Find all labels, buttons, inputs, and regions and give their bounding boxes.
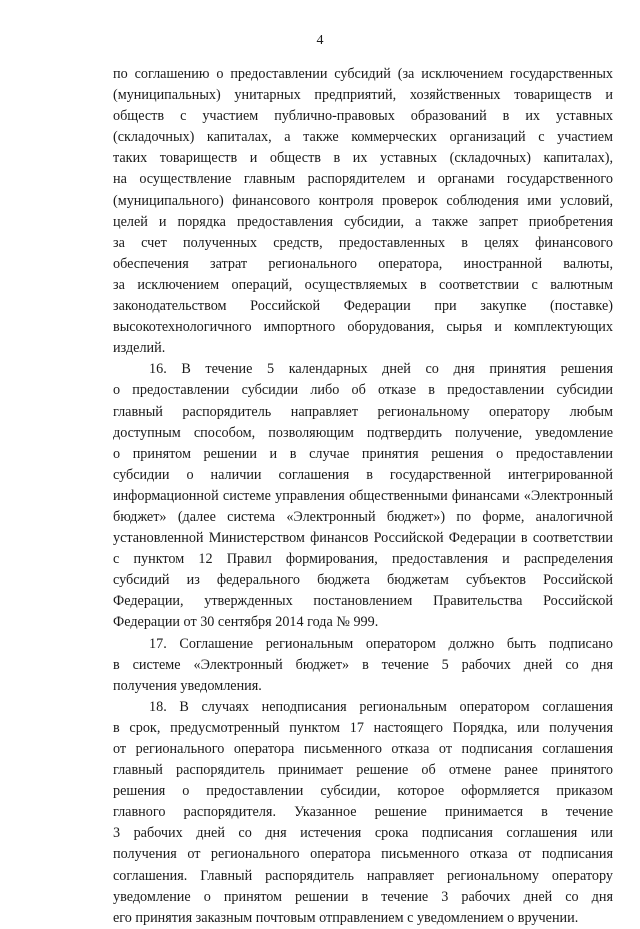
- text-line: установленной Министерством финансов Российской Федерации в соответствии: [113, 530, 613, 547]
- paragraph-item-18: [113, 697, 613, 929]
- text-line: высокотехнологичного импортного оборудования, сырья и комплектующих: [113, 319, 613, 336]
- text-line: Федерации, утвержденных постановлением Правительства Российской: [113, 593, 613, 610]
- text-line: с пунктом 12 Правил формирования, предоставления и распределения: [113, 551, 613, 568]
- text-line: обществ с участием публично-правовых образований в их уставных: [113, 108, 613, 125]
- text-line: (муниципального) финансового контроля проверок соблюдения ими условий,: [113, 192, 613, 209]
- text-line: за счет полученных средств, предоставленных в целях финансового: [113, 234, 613, 251]
- text-line: получения от регионального оператора письменного отказа от подписания: [113, 846, 613, 863]
- text-line: от регионального оператора письменного отказа от подписания соглашения: [113, 741, 613, 757]
- text-line: соглашения. Главный распорядитель направляет региональному оператору: [113, 867, 613, 884]
- text-line: о принятом решении и в случае принятия решения о предоставлении: [113, 445, 613, 462]
- text-line: главного распорядителя. Указанное решение принимается в течение: [113, 804, 613, 821]
- page-number: 4: [316, 33, 324, 48]
- paragraph-continuation: [113, 64, 613, 359]
- text-line: информационной системе управления общественными финансами «Электронный: [113, 487, 613, 504]
- text-line: обеспечения затрат регионального оператора, иностранной валюты,: [113, 255, 613, 272]
- text-line: законодательством Российской Федерации при закупке (поставке): [113, 298, 613, 315]
- text-line: о предоставлении субсидии либо об отказе в предоставлении субсидии: [113, 382, 613, 399]
- text-line: целей и порядка предоставления субсидии, а также запрет приобретения: [113, 213, 613, 230]
- text-line: в срок, предусмотренный пунктом 17 настоящего Порядка, или получения: [113, 719, 613, 736]
- text-line: бюджет» (далее система «Электронный бюджет») по форме, аналогичной: [113, 508, 613, 525]
- text-line: на осуществление главным распорядителем и органами государственного: [113, 171, 613, 188]
- text-line: Федерации от 30 сентября 2014 года № 999.: [113, 614, 379, 631]
- paragraph-item-17: [113, 634, 613, 697]
- text-line: его принятия заказным почтовым отправлением с уведомлением о вручении.: [113, 909, 579, 926]
- text-line: 17. Соглашение региональным оператором должно быть подписано: [149, 635, 613, 652]
- document-body: [113, 64, 613, 929]
- text-line: субсидий из федерального бюджета бюджетам субъектов Российской: [113, 572, 613, 589]
- text-line: главный распорядитель принимает решение об отмене ранее принятого: [113, 762, 613, 779]
- text-line: за исключением операций, осуществляемых в соответствии с валютным: [113, 276, 613, 293]
- text-line: решения о предоставлении субсидии, которое оформляется приказом: [113, 783, 613, 800]
- text-line: в системе «Электронный бюджет» в течение 5 рабочих дней со дня: [113, 656, 613, 673]
- paragraph-item-16: [113, 359, 613, 633]
- text-line: уведомление о принятом решении в течение 3 рабочих дней со дня: [113, 888, 613, 905]
- text-line: субсидии о наличии соглашения в государственной интегрированной: [113, 466, 613, 483]
- text-line: 3 рабочих дней со дня истечения срока подписания соглашения или: [113, 825, 613, 842]
- text-line: 18. В случаях неподписания региональным оператором соглашения: [149, 698, 613, 715]
- text-line: (складочных) капиталах, а также коммерческих организаций с участием: [113, 129, 613, 146]
- text-line: получения уведомления.: [113, 677, 262, 694]
- text-line: по соглашению о предоставлении субсидий (за исключением государственных: [113, 66, 613, 82]
- text-line: 16. В течение 5 календарных дней со дня принятия решения: [149, 361, 613, 378]
- text-line: (муниципальных) унитарных предприятий, хозяйственных товариществ и: [113, 87, 613, 104]
- text-line: главный распорядитель направляет региональному оператору любым: [113, 403, 613, 420]
- text-line: таких товариществ и обществ в их уставных (складочных) капиталах),: [113, 150, 613, 167]
- text-line: доступным способом, позволяющим подтвердить получение, уведомление: [113, 424, 613, 441]
- text-line: изделий.: [113, 340, 166, 357]
